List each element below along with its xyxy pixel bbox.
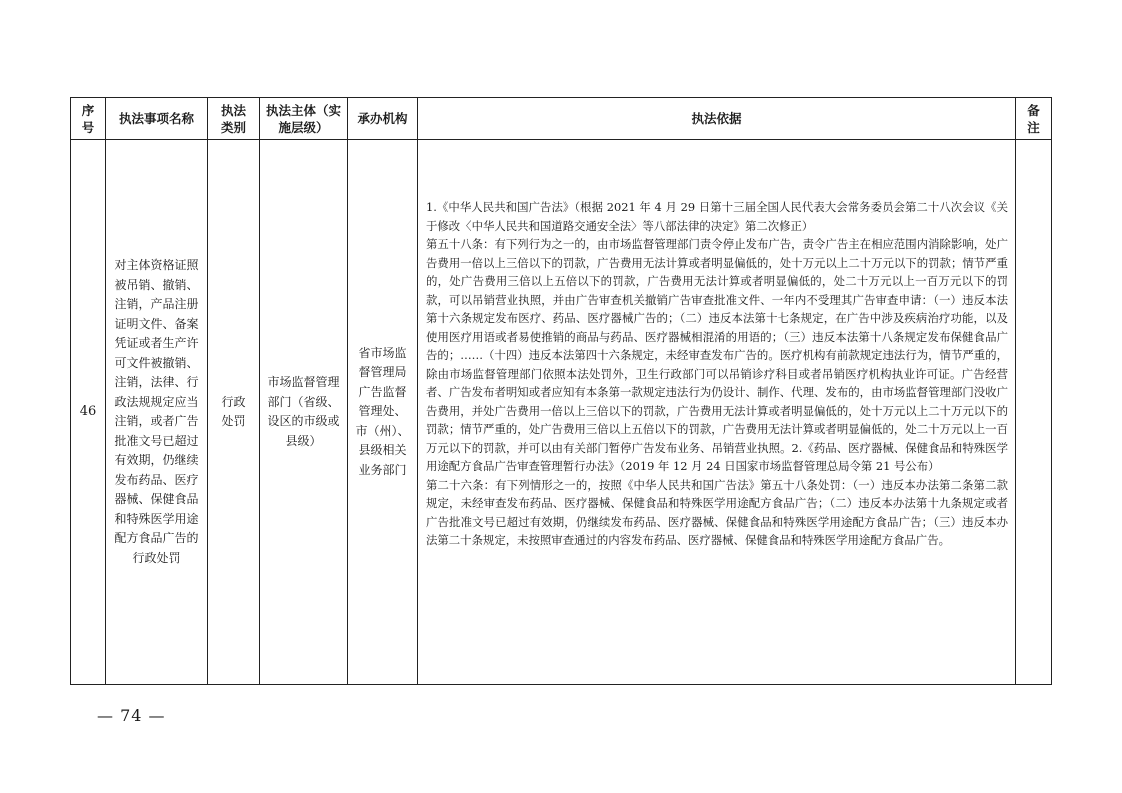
header-index: 序号: [71, 98, 106, 140]
category-text: 行政处罚: [221, 394, 246, 428]
header-subject: 执法主体（实施层级）: [260, 98, 348, 140]
header-row: [71, 98, 1052, 140]
item-name-text: 对主体资格证照被吊销、撤销、注销，产品注册证明文件、备案凭证或者生产许可文件被撤销、注销，法律、行政法规规定应当注销，或者广告批准文号已超过有效期，仍继续发布药品、医疗器械、保健食品和特殊医学用途配方食品广告的行政处罚: [114, 258, 199, 565]
basis-paragraph-3: 第二十六条：有下列情形之一的，按照《中华人民共和国广告法》第五十八条处罚：（一）违反本办法第二条第二款规定，未经审查发布药品、医疗器械、保健食品和特殊医学用途配方食品广告；（二）违反本办法第十九条规定或者广告批准文号已超过有效期，仍继续发布药品、医疗器械、保健食品和特殊医学用途配方食品广告；（三）违反本办法第二十条规定，未按照审查通过的内容发布药品、医疗器械、保健食品和特殊医学用途配方食品广告。: [426, 477, 1008, 547]
header-remark: 备注: [1016, 98, 1052, 140]
basis-paragraph-1: 1.《中华人民共和国广告法》（根据 2021 年 4 月 29 日第十三届全国人民代表大会常务委员会第二十八次会议《关于修改〈中华人民共和国道路交通安全法〉等八部法律的决定》第二次修正）: [426, 200, 1008, 233]
row-index: 46: [71, 140, 106, 685]
header-category: 执法类别: [208, 98, 260, 140]
header-organ: 承办机构: [348, 98, 418, 140]
page-number: — 74 —: [97, 706, 166, 725]
row-basis: [418, 140, 1016, 685]
row-item-name: [106, 140, 208, 685]
basis-paragraph-2: 第五十八条：有下列行为之一的，由市场监督管理部门责令停止发布广告，责令广告主在相应范围内消除影响，处广告费用一倍以上三倍以下的罚款，广告费用无法计算或者明显偏低的，处十万元以上二十万元以下的罚款；情节严重的，处广告费用三倍以上五倍以下的罚款，广告费用无法计算或者明显偏低的，处二十万元以上一百万元以下的罚款，可以吊销营业执照，并由广告审查机关撤销广告审查批准文件、一年内不受理其广告审查申请：（一）违反本法第十六条规定发布医疗、药品、医疗器械广告的；（二）违反本法第十七条规定，在广告中涉及疾病治疗功能，以及使用医疗用语或者易使推销的商品与药品、医疗器械相混淆的用语的；（三）违反本法第十八条规定发布保健食品广告的；……（十四）违反本法第四十六条规定，未经审查发布广告的。医疗机构有前款规定违法行为，情节严重的，除由市场监督管理部门依照本法处罚外，卫生行政部门可以吊销诊疗科目或者吊销医疗机构执业许可证。广告经营者、广告发布者明知或者应知有本条第一款规定违法行为仍设计、制作、代理、发布的，由市场监督管理部门没收广告费用，并处广告费用一倍以上三倍以下的罚款，广告费用无法计算或者明显偏低的，处十万元以上二十万元以下的罚款；情节严重的，处广告费用三倍以上五倍以下的罚款，广告费用无法计算或者明显偏低的，处二十万元以上一百万元以下的罚款，并可以由有关部门暂停广告发布业务、吊销营业执照。2.《药品、医疗器械、保健食品和特殊医学用途配方食品广告审查管理暂行办法》（2019 年 12 月 24 日国家市场监督管理总局令第 21 号公布）: [426, 237, 1008, 473]
header-item-name: 执法事项名称: [106, 98, 208, 140]
subject-text: 市场监督管理部门（省级、设区的市级或县级）: [267, 375, 340, 448]
row-subject: [260, 140, 348, 685]
row-remark: [1016, 140, 1052, 685]
row-category: [208, 140, 260, 685]
enforcement-table: [70, 97, 1052, 685]
organ-text: 省市场监督管理局广告监督管理处、市（州）、县级相关业务部门: [355, 345, 410, 477]
table-row: [71, 140, 1052, 685]
header-basis: 执法依据: [418, 98, 1016, 140]
row-organ: [348, 140, 418, 685]
